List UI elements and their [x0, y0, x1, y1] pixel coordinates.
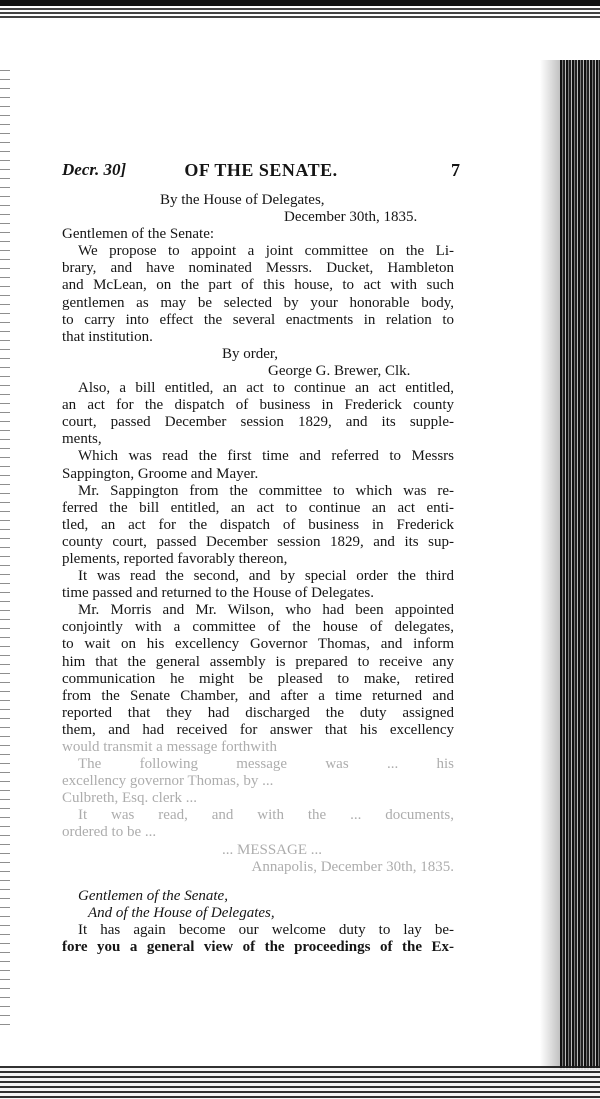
scan-border-left	[0, 70, 10, 1030]
text-line: tled, an act for the dispatch of business in Frederick	[62, 516, 454, 533]
text-line: county court, passed December session 1829, and its sup-	[62, 533, 454, 550]
text-line: time passed and returned to the House of Delegates.	[62, 585, 374, 602]
text-line: ments,	[62, 431, 102, 448]
running-header	[62, 160, 460, 184]
text-line: gentlemen as may be selected by your honorable body,	[62, 294, 454, 311]
text-line: Mr. Sappington from the committee to which was re-	[78, 482, 454, 499]
scan-shadow-right	[540, 60, 562, 1070]
text-line: ... MESSAGE ...	[222, 841, 323, 858]
header-date: Decr. 30]	[62, 160, 127, 179]
text-line: Also, a bill entitled, an act to continue an act entitled,	[78, 380, 454, 397]
text-line: reported that they had discharged the duty assigned	[62, 704, 454, 721]
text-line: excellency governor Thomas, by ...	[62, 773, 274, 790]
text-line: that institution.	[62, 328, 153, 345]
text-line: Gentlemen of the Senate,	[78, 887, 228, 904]
text-line: would transmit a message forthwith	[62, 739, 277, 755]
text-line: Gentlemen of the Senate:	[62, 226, 215, 243]
text-line: The following message was ... his	[78, 756, 454, 773]
text-line: fore you a general view of the proceedings of the Ex-	[62, 939, 454, 956]
scan-border-top-edge	[0, 0, 600, 6]
text-line: Sappington, Groome and Mayer.	[62, 465, 259, 482]
text-line: from the Senate Chamber, and after a time returned and	[62, 687, 454, 704]
text-line: conjointly with a committee of the house of delegates,	[62, 619, 454, 636]
text-line: Which was read the first time and referred to Messrs	[78, 448, 454, 465]
text-line: them, and had received for answer that his excellency	[62, 721, 454, 738]
text-line: him that the general assembly is prepared to receive any	[62, 653, 454, 670]
text-line: Annapolis, December 30th, 1835.	[251, 858, 454, 875]
text-line: and McLean, on the part of this house, to act with such	[62, 277, 454, 294]
text-line: ferred the bill entitled, an act to continue an act enti-	[62, 499, 454, 516]
text-line: to carry into effect the several enactments in relation to	[62, 311, 454, 328]
text-line: an act for the dispatch of business in Frederick county	[62, 397, 454, 414]
text-line: It has again become our welcome duty to lay be-	[78, 921, 454, 938]
text-line: It was read the second, and by special order the third	[78, 568, 454, 585]
text-line: It was read, and with the ... documents,	[78, 807, 454, 824]
text-line: We propose to appoint a joint committee on the Li-	[78, 243, 454, 260]
text-line: to wait on his excellency Governor Thomas, and inform	[62, 636, 454, 653]
page-body	[62, 192, 454, 956]
text-line: brary, and have nominated Messrs. Ducket, Hambleton	[62, 260, 454, 277]
text-line: December 30th, 1835.	[284, 209, 418, 226]
page-number: 7	[451, 160, 460, 180]
text-line: Culbreth, Esq. clerk ...	[62, 790, 197, 807]
text-line: By the House of Delegates,	[160, 192, 325, 208]
text-line: By order,	[222, 345, 279, 362]
text-line: Mr. Morris and Mr. Wilson, who had been appointed	[78, 602, 454, 619]
text-line: plements, reported favorably thereon,	[62, 550, 288, 567]
scan-border-bottom	[0, 1066, 600, 1099]
header-title: OF THE SENATE.	[184, 160, 338, 180]
text-line: And of the House of Delegates,	[88, 904, 275, 921]
scan-binding-edge	[560, 60, 600, 1070]
text-line: ordered to be ...	[62, 824, 157, 841]
text-line: court, passed December session 1829, and its supple-	[62, 414, 454, 431]
text-line: George G. Brewer, Clk.	[268, 362, 411, 379]
text-line	[62, 876, 454, 888]
text-line: communication he might be pleased to make, retired	[62, 670, 454, 687]
